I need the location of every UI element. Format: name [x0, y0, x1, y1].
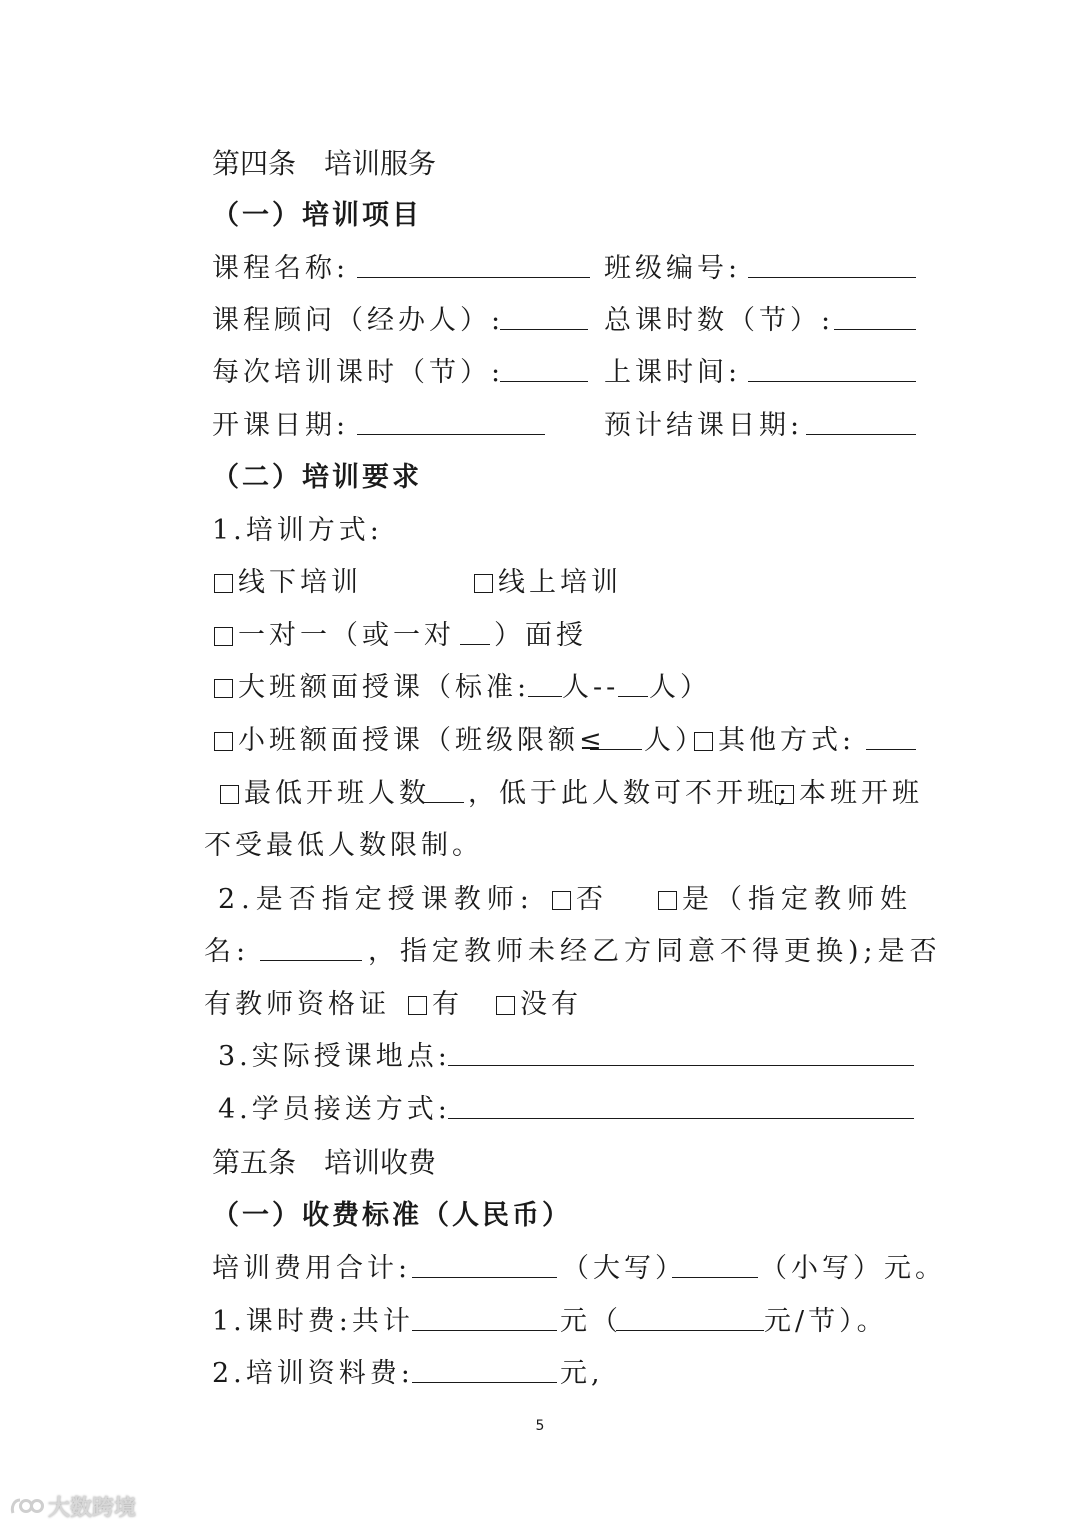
checkbox-icon[interactable] — [552, 891, 571, 910]
no-min-continuation: 不受最低人数限制。 — [204, 830, 483, 861]
session-hours-label: 每次培训课时（节）: — [212, 357, 505, 388]
mode-options-row — [212, 563, 918, 603]
online-option-label: 线上培训 — [498, 567, 622, 598]
end-date-label: 预计结课日期: — [604, 410, 804, 441]
tuition-total-field[interactable] — [412, 1302, 557, 1331]
session-hours-row — [212, 353, 918, 393]
checkbox-icon[interactable] — [658, 891, 677, 910]
tuition-label: 1.课时费:共计 — [212, 1306, 414, 1337]
tuition-per-session-unit: 元/节）。 — [764, 1306, 888, 1337]
total-hours-field[interactable] — [834, 301, 916, 330]
one-on-one-label: 一对一（或一对 — [238, 620, 455, 651]
offline-option-label: 线下培训 — [238, 567, 362, 598]
training-mode-label: 1.培训方式: — [212, 515, 383, 546]
teacher-name-field[interactable] — [260, 932, 362, 961]
article-5-title: 第五条 培训收费 — [212, 1146, 437, 1179]
course-name-row — [212, 249, 918, 289]
large-class-max-field[interactable] — [618, 668, 648, 697]
class-time-field[interactable] — [748, 353, 916, 382]
start-date-label: 开课日期: — [212, 410, 350, 441]
transport-row — [212, 1090, 918, 1130]
checkbox-icon[interactable] — [474, 574, 493, 593]
min-size-row — [212, 774, 923, 814]
location-label: 3.实际授课地点: — [218, 1041, 451, 1072]
other-mode-label: 其他方式: — [718, 725, 856, 756]
session-hours-field[interactable] — [500, 353, 588, 382]
advisor-field[interactable] — [500, 301, 588, 330]
checkbox-icon[interactable] — [496, 996, 515, 1015]
checkbox-icon[interactable] — [214, 679, 233, 698]
watermark-logo-icon — [10, 1495, 44, 1517]
checkbox-icon[interactable] — [214, 627, 233, 646]
total-fee-numeric-field[interactable] — [672, 1249, 758, 1278]
materials-field[interactable] — [412, 1354, 557, 1383]
one-on-one-option[interactable] — [214, 616, 455, 656]
other-mode-option[interactable] — [694, 721, 855, 761]
certificate-has-option[interactable] — [408, 985, 463, 1025]
class-number-label: 班级编号: — [604, 253, 742, 284]
certificate-has-label: 有 — [432, 989, 463, 1020]
course-name-label: 课程名称: — [212, 253, 350, 284]
materials-unit: 元, — [560, 1358, 604, 1389]
checkbox-icon[interactable] — [214, 732, 233, 751]
small-class-limit-field[interactable] — [590, 721, 642, 750]
large-class-separator: 人-- — [562, 672, 620, 703]
checkbox-icon[interactable] — [220, 785, 239, 804]
certificate-none-label: 没有 — [520, 989, 582, 1020]
teacher-question-row — [212, 880, 918, 920]
tuition-unit: 元（ — [560, 1306, 622, 1337]
watermark — [10, 1492, 136, 1520]
certificate-none-option[interactable] — [496, 985, 582, 1025]
total-fee-numeric-label: （小写）元。 — [760, 1253, 946, 1284]
dates-row — [212, 406, 918, 446]
location-field[interactable] — [448, 1037, 914, 1066]
min-size-field[interactable] — [424, 774, 464, 803]
advisor-row — [212, 301, 918, 341]
watermark-text: 大数跨境 — [48, 1495, 137, 1521]
teacher-yes-label: 是（指定教师姓 — [682, 884, 913, 915]
small-class-suffix: 人） — [644, 725, 706, 756]
small-class-label: 小班额面授课（班级限额≤ — [238, 725, 606, 756]
no-min-option[interactable] — [775, 774, 923, 814]
large-class-label: 大班额面授课（标准: — [238, 672, 531, 703]
page-number: 5 — [535, 1418, 545, 1434]
materials-row — [212, 1354, 918, 1394]
checkbox-icon[interactable] — [214, 574, 233, 593]
large-class-row — [212, 668, 918, 708]
article-4-title: 第四条 培训服务 — [212, 147, 437, 180]
small-class-option[interactable] — [214, 721, 606, 761]
large-class-min-field[interactable] — [528, 668, 562, 697]
advisor-label: 课程顾问（经办人）: — [212, 305, 505, 336]
tuition-row — [212, 1302, 918, 1342]
total-fee-row — [212, 1249, 946, 1289]
class-number-field[interactable] — [748, 249, 916, 278]
certificate-row — [204, 985, 910, 1025]
large-class-suffix: 人） — [649, 672, 711, 703]
course-name-field[interactable] — [357, 249, 590, 278]
large-class-option[interactable] — [214, 668, 530, 708]
min-size-label: 最低开班人数 — [244, 778, 430, 809]
materials-label: 2.培训资料费: — [212, 1358, 414, 1389]
section-training-items-heading: （一）培训项目 — [212, 200, 422, 231]
teacher-question-label: 2.是否指定授课教师: — [218, 884, 535, 915]
teacher-name-label: 名: — [204, 936, 251, 967]
min-size-note: ，低于此人数可不开班; — [468, 778, 792, 809]
min-size-option[interactable] — [220, 774, 430, 814]
no-min-label: 本班开班 — [799, 778, 923, 809]
other-mode-field[interactable] — [866, 721, 916, 750]
teacher-no-label: 否 — [576, 884, 609, 915]
teacher-name-note: ，指定教师未经乙方同意不得更换);是否 — [368, 936, 942, 967]
transport-label: 4.学员接送方式: — [218, 1094, 451, 1125]
start-date-field[interactable] — [357, 406, 545, 435]
location-row — [212, 1037, 918, 1077]
offline-option[interactable] — [214, 563, 362, 603]
total-fee-label: 培训费用合计: — [212, 1253, 412, 1284]
checkbox-icon[interactable] — [408, 996, 427, 1015]
one-to-n-field[interactable] — [460, 616, 490, 645]
total-fee-uppercase-label: （大写） — [562, 1253, 686, 1284]
tuition-per-session-field[interactable] — [616, 1302, 764, 1331]
teacher-yes-option[interactable] — [658, 880, 913, 920]
one-on-one-suffix: ）面授 — [494, 620, 587, 651]
total-hours-label: 总课时数（节）: — [604, 305, 835, 336]
teacher-name-row — [204, 932, 942, 972]
section-fee-standard-heading: （一）收费标准（人民币） — [212, 1200, 572, 1231]
online-option[interactable] — [474, 563, 622, 603]
end-date-field[interactable] — [806, 406, 916, 435]
checkbox-icon[interactable] — [694, 732, 713, 751]
checkbox-icon[interactable] — [775, 785, 794, 804]
class-time-label: 上课时间: — [604, 357, 742, 388]
transport-field[interactable] — [448, 1090, 914, 1119]
total-fee-uppercase-field[interactable] — [412, 1249, 557, 1278]
section-training-requirements-heading: （二）培训要求 — [212, 462, 422, 493]
small-class-row — [212, 721, 918, 761]
one-on-one-row — [212, 616, 918, 656]
teacher-no-option[interactable] — [552, 880, 609, 920]
certificate-label: 有教师资格证 — [204, 989, 390, 1020]
